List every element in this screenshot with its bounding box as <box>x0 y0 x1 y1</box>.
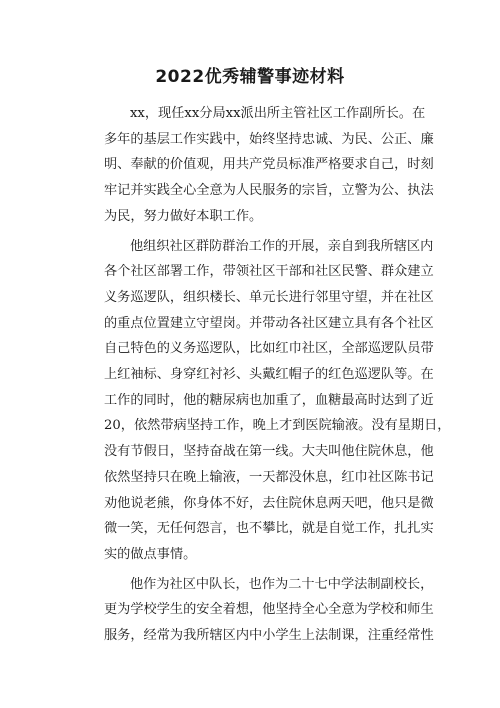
text-line: 实的做点事情。 <box>104 546 197 562</box>
text-line: 工作的同时，他的糖尿病也加重了，血糖最高时达到了近 <box>104 392 434 408</box>
text-line: 上红袖标、身穿红衬衫、头戴红帽子的红色巡逻队等。在 <box>104 367 434 383</box>
text-line: 更为学校学生的安全着想，他坚持全心全意为学校和师生 <box>104 602 434 618</box>
text-line: 他组织社区群防群治工作的开展，亲自到我所辖区内 <box>130 238 434 254</box>
text-line: 依然坚持只在晚上输液，一天都没休息，红巾社区陈书记 <box>104 469 434 485</box>
text-line: 明、奉献的价值观，用共产党员标准严格要求自己，时刻 <box>104 157 434 173</box>
text-line: 各个社区部署工作，带领社区干部和社区民警、群众建立 <box>104 264 434 280</box>
text-line: 20，依然带病坚持工作，晚上才到医院输液。没有星期日， <box>104 418 451 434</box>
text-line: 义务巡逻队，组织楼长、单元长进行邻里守望，并在社区 <box>104 289 434 305</box>
text-line: 他作为社区中队长，也作为二十七中学法制副校长， <box>130 576 434 592</box>
text-line: 没有节假日，坚持奋战在第一线。大夫叫他住院休息，他 <box>104 444 434 460</box>
text-line: 为民，努力做好本职工作。 <box>104 208 263 224</box>
text-line: 微一笑，无任何怨言，也不攀比，就是自觉工作，扎扎实 <box>104 521 434 537</box>
text-line: 服务，经常为我所辖区内中小学生上法制课，注重经常性 <box>104 628 434 644</box>
text-line: 劝他说老熊，你身体不好，去住院休息两天吧，他只是微 <box>104 495 434 511</box>
paragraph-2 <box>104 234 451 568</box>
text-line: 多年的基层工作实践中，始终坚持忠诚、为民、公正、廉 <box>104 131 434 147</box>
text-line: 牢记并实践全心全意为人民服务的宗旨，立警为公、执法 <box>104 183 434 199</box>
text-line: xx，现任xx分局xx派出所主管社区工作副所长。在 <box>130 106 426 121</box>
paragraph-1 <box>104 101 434 230</box>
paragraph-3 <box>104 572 434 649</box>
text-line: 自己特色的义务巡逻队，比如红巾社区，全部巡逻队员带 <box>104 341 434 357</box>
document-title: 2022优秀辅警事迹材料 <box>155 67 345 87</box>
text-line: 的重点位置建立守望岗。并带动各社区建立具有各个社区 <box>104 315 434 331</box>
